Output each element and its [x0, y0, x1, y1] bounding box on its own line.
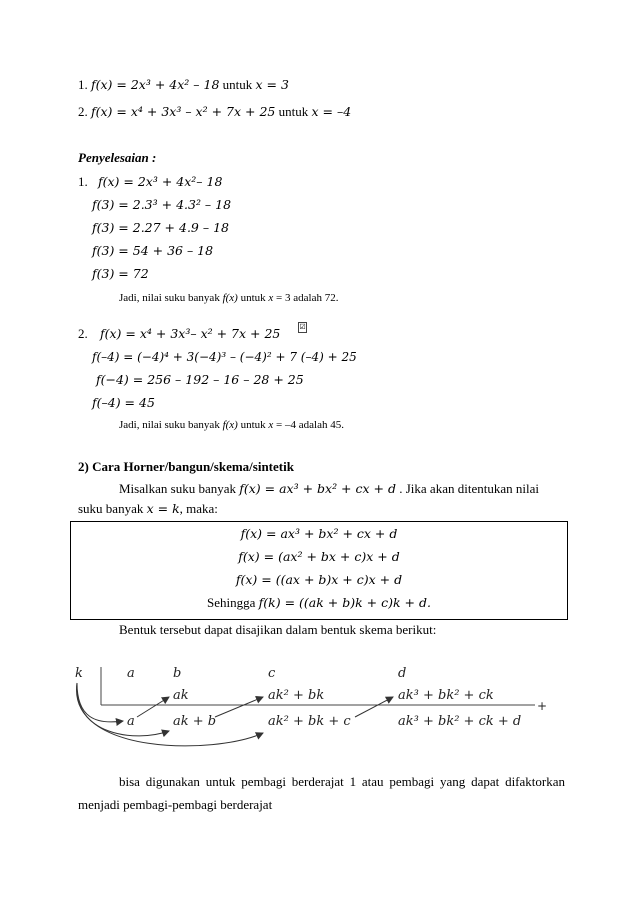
schema-mid: ak [173, 688, 189, 703]
derivation-line: f(x) = ((ax + b)x + c)x + d [235, 572, 403, 587]
sol1-line: f(3) = 2.27 + 4.9 – 18 [92, 220, 229, 235]
derivation-box [70, 521, 568, 620]
schema-plus: + [537, 699, 548, 713]
sol2-line: f(−4) = 256 – 192 – 16 – 28 + 25 [96, 372, 304, 387]
sol2-line: f(–4) = (−4)⁴ + 3(−4)³ – (−4)² + 7 (–4) + 25 [92, 350, 357, 364]
problem-condition: x = 3 [255, 77, 289, 92]
schema-arrow [355, 697, 393, 717]
derivation-line: f(x) = ax³ + bx² + cx + d [240, 526, 398, 541]
schema-bot: ak³ + bk² + ck + d [398, 714, 522, 729]
sol1-conclusion: Jadi, nilai suku banyak f(x) untuk x = 3 adalah 72. [119, 292, 339, 304]
problem-2 [78, 104, 351, 120]
sol1-line: f(3) = 54 + 36 – 18 [92, 243, 214, 258]
section-paragraph-line1: Misalkan suku banyak f(x) = ax³ + bx² + cx + d . Jika akan ditentukan nilai [119, 481, 539, 496]
problem-condition: x = –4 [311, 104, 352, 119]
schema-k: k [75, 666, 83, 681]
schema-top-c: c [268, 666, 276, 681]
section-heading: 2) Cara Horner/bangun/skema/sintetik [78, 459, 294, 474]
problem-1 [78, 77, 289, 93]
horner-schema [65, 655, 555, 760]
schema-bot: ak² + bk + c [268, 714, 351, 729]
schema-bot: ak + b [173, 714, 217, 729]
section-paragraph-line2: suku banyak x = k, maka: [78, 501, 218, 516]
problem-condition-word: untuk [219, 77, 256, 92]
sol2-line: f(–4) = 45 [92, 395, 155, 410]
schema-mid: ak² + bk [268, 688, 325, 703]
sol1-line: f(3) = 2.3³ + 4.3² – 18 [92, 197, 232, 212]
schema-top-b: b [173, 666, 182, 681]
schema-arrow [215, 697, 263, 717]
problem-number: 2. [78, 104, 88, 119]
schema-curve-arrow [77, 683, 123, 722]
schema-mid: ak³ + bk² + ck [398, 688, 494, 703]
sol1-number: 1. [78, 174, 88, 189]
schema-intro: Bentuk tersebut dapat disajikan dalam bentuk skema berikut: [119, 622, 437, 637]
derivation-conclusion: Sehingga f(k) = ((ak + b)k + c)k + d. [207, 595, 431, 610]
schema-bot: a [127, 714, 135, 729]
schema-curve-arrow [77, 683, 169, 736]
sol2-conclusion: Jadi, nilai suku banyak f(x) untuk x = –4 adalah 45. [119, 419, 344, 431]
problem-expression: f(x) = 2x³ + 4x² – 18 [91, 77, 220, 92]
sol1-line: f(x) = 2x³ + 4x²– 18 [98, 174, 223, 189]
schema-curve-arrow [77, 683, 263, 746]
closing-line1: bisa digunakan untuk pembagi berderajat 1 atau pembagi yang dapat difaktorkan [119, 774, 565, 789]
problem-expression: f(x) = x⁴ + 3x³ – x² + 7x + 25 [91, 104, 276, 119]
derivation-line: f(x) = (ax² + bx + c)x + d [238, 549, 400, 564]
sol2-line: f(x) = x⁴ + 3x³– x² + 7x + 25 [100, 326, 281, 341]
checkbox-icon: ☑ [299, 323, 306, 331]
schema-top-a: a [127, 666, 135, 681]
sol1-line: f(3) = 72 [92, 266, 149, 281]
closing-line2: menjadi pembagi-pembagi berderajat [78, 797, 273, 812]
schema-arrow [137, 697, 169, 717]
solution-heading: Penyelesaian : [78, 150, 157, 165]
schema-top-d: d [398, 666, 407, 681]
problem-number: 1. [78, 77, 88, 92]
sol2-number: 2. [78, 326, 88, 341]
problem-condition-word: untuk [275, 104, 312, 119]
